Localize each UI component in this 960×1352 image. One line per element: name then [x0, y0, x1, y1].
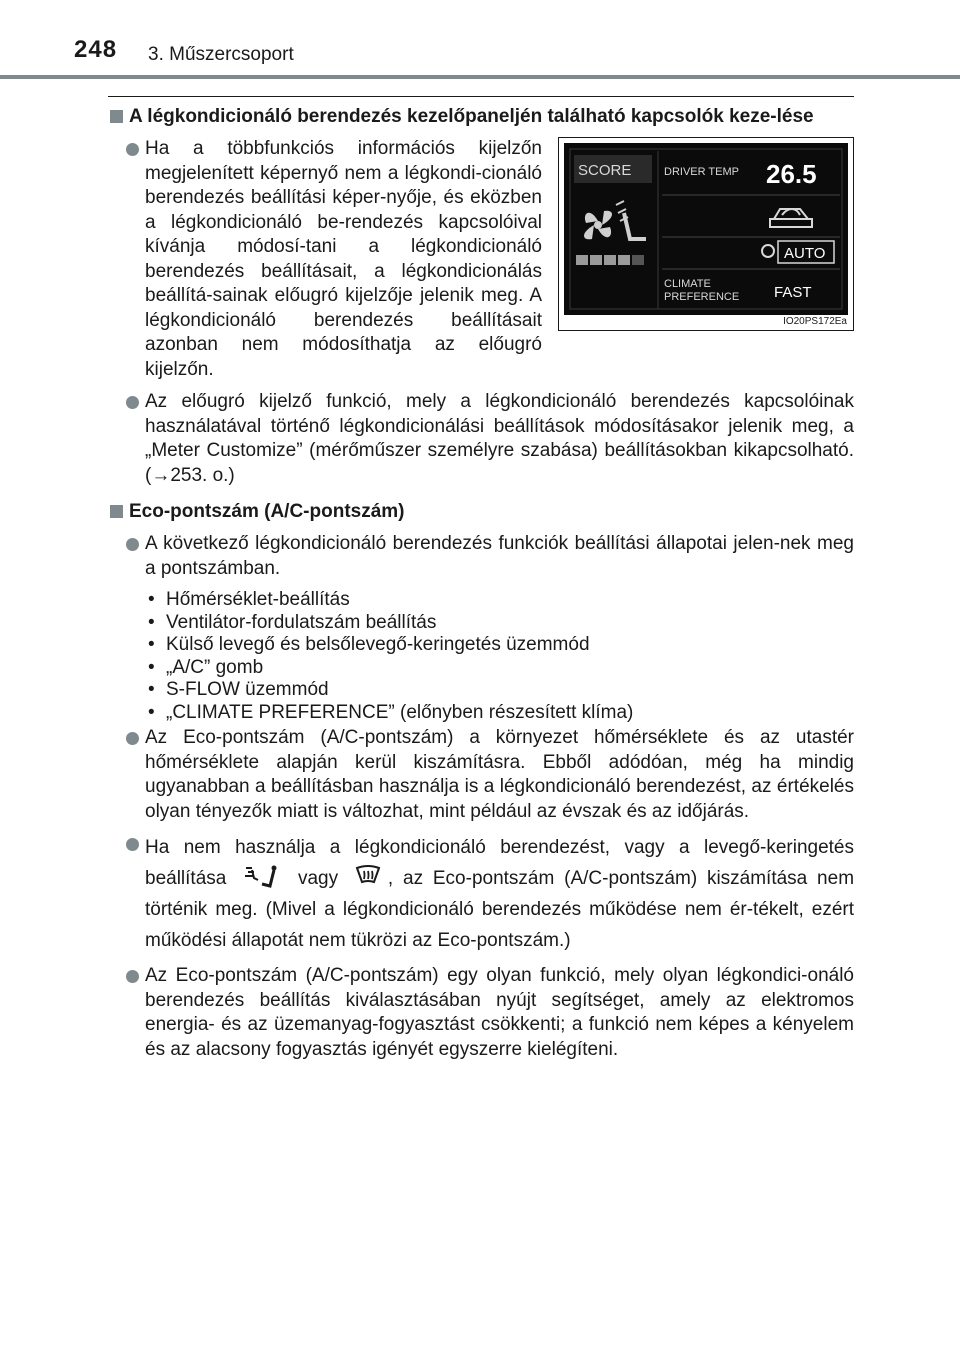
bullet-with-figure — [108, 137, 854, 382]
score-bar-segment — [604, 255, 616, 265]
bullet-item — [108, 390, 854, 488]
list-item: • „A/C” gomb — [148, 656, 264, 678]
section-divider — [108, 96, 854, 97]
defrost-footwell-airflow-icon — [242, 864, 282, 890]
bullet-text: Az előugró kijelző funkció, mely a légkondicionáló berendezés kapcsolóinak használatával történő légkondicionálási beállítások módosításakor jelenik meg, a „Meter Customize” (mérőműszer személyre szabása) beállításokban kikapcsolható. (→253. o.) — [145, 391, 854, 486]
bullet-text: Az Eco-pontszám (A/C-pontszám) egy olyan funkció, mely olyan légkondici-onáló berendezés beállítás kiválasztásában nyújt segítséget, amely az elektromos energia- és az üzemanyag-fogyasztást csökkenti; a funkció nem képes a kényelem és az alacsony fogyasztás igényét egyszerre kielégíteni. — [145, 965, 854, 1060]
chapter-title: 3. Műszercsoport — [148, 44, 294, 65]
bullet-text: Ha a többfunkciós információs kijelzőn megjelenített képernyő nem a légkondi-cionáló berendezés beállítási képer-nyője, és eközben a légkondicionáló be-rendezés kapcsolóival kívánja módosí-tani a légkondicionáló berendezés beállításait, a légkondicionálás beállítá-sainak előugró kijelzője jelenik meg. A légkondicionáló berendezés beállításait azonban nem módosíthatja az előugró kijelzőn. — [145, 138, 542, 380]
round-bullet-icon — [126, 538, 139, 551]
round-bullet-icon — [126, 396, 139, 409]
section-heading-panel-switches — [108, 105, 854, 129]
page-header — [0, 0, 960, 80]
score-bar-segment — [576, 255, 588, 265]
auto-label: AUTO — [784, 245, 826, 262]
square-bullet-icon — [110, 505, 123, 518]
climate-value: FAST — [774, 284, 812, 301]
list-item: • „CLIMATE PREFERENCE” (előnyben részesített klíma) — [148, 701, 634, 723]
temp-value: 26.5 — [766, 159, 817, 189]
windshield-defrost-icon — [354, 864, 382, 890]
page-number: 248 — [74, 36, 118, 63]
figure-id: IO20PS172Ea — [783, 316, 847, 327]
round-bullet-icon — [126, 732, 139, 745]
score-bar-segment — [618, 255, 630, 265]
bullet-item — [108, 832, 854, 956]
score-bar-segment — [632, 255, 644, 265]
bullet-text: Az Eco-pontszám (A/C-pontszám) a környezet hőmérséklete és az utastér hőmérséklete alapján kerül kiszámításra. Ebből adódóan, még ha mindig ugyanabban a beállításban használja is a légkondicionáló berendezést, az értékelés olyan tényezők miatt is változhat, mint például az évszak és az időjárás. — [145, 727, 854, 822]
bullet-item — [108, 964, 854, 1062]
round-bullet-icon — [126, 838, 139, 851]
climate-label-1: CLIMATE — [664, 278, 711, 290]
section-heading-text: Eco-pontszám (A/C-pontszám) — [129, 501, 405, 522]
bullet-text: Ha nem használja a légkondicionáló berendezést, vagy a levegő-keringetés beállítása vagy , az Eco-pontszám (A/C-pontszám) kiszámítása nem történik meg. (Mivel a légkondicionáló berendezés működése nem ér-tékelt, ezért működési állapotát nem tükrözi az Eco-pontszám.) — [145, 837, 855, 951]
bullet-text: A következő légkondicionáló berendezés funkciók beállítási állapotai jelen-nek meg a pontszámban. — [145, 533, 854, 579]
climate-display-illustration — [564, 143, 848, 315]
list-item: • Ventilátor-fordulatszám beállítás — [148, 611, 437, 633]
header-rule — [0, 75, 960, 79]
climate-label-2: PREFERENCE — [664, 291, 740, 303]
list-item: • Külső levegő és belsőlevegő-keringetés üzemmód — [148, 634, 590, 655]
section-heading-eco-score — [108, 500, 854, 524]
bullet-item — [108, 726, 854, 824]
score-label: SCORE — [578, 162, 632, 179]
list-item: • Hőmérséklet-beállítás — [148, 589, 350, 610]
settings-list — [148, 589, 854, 724]
round-bullet-icon — [126, 143, 139, 156]
section-heading-text: A légkondicionáló berendezés kezelőpaneljén található kapcsolók keze-lése — [129, 106, 814, 127]
bullet-item — [108, 137, 542, 382]
bullet-item — [108, 532, 854, 581]
score-bar-segment — [590, 255, 602, 265]
climate-popup-figure — [558, 137, 854, 331]
page-content — [108, 96, 854, 1062]
round-bullet-icon — [126, 970, 139, 983]
driver-temp-label: DRIVER TEMP — [664, 166, 739, 178]
list-item: • S-FLOW üzemmód — [148, 679, 329, 700]
square-bullet-icon — [110, 110, 123, 123]
